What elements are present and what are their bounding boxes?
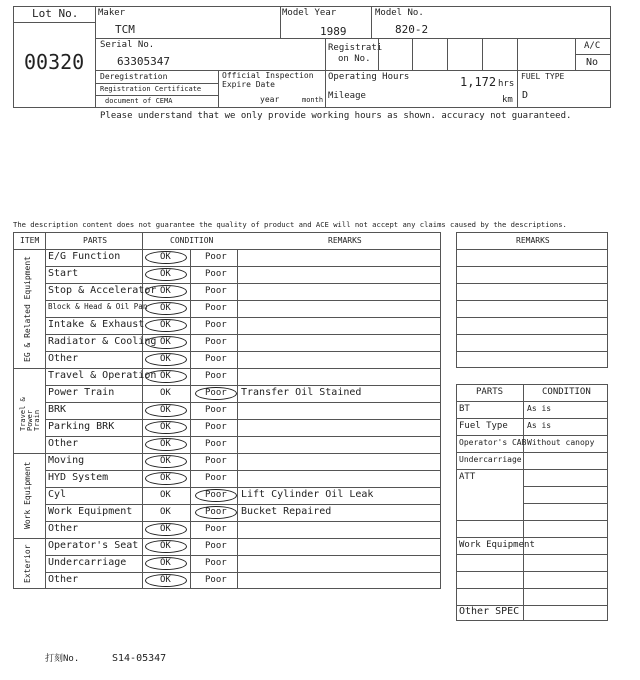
side-row-part: ATT [459, 472, 476, 482]
poor-option: Poor [205, 558, 227, 568]
registration-certificate-label: Registration Certificate [100, 85, 202, 93]
poor-option: Poor [205, 371, 227, 381]
row-part-name: Other [48, 523, 79, 534]
poor-option: Poor [205, 490, 227, 500]
side-parts-header: PARTS [476, 387, 504, 397]
remarks-header: REMARKS [328, 236, 362, 245]
ok-option: OK [160, 507, 171, 517]
poor-option: Poor [205, 354, 227, 364]
poor-option: Poor [205, 524, 227, 534]
ok-option: OK [160, 456, 171, 466]
ok-selected-circle [145, 251, 187, 264]
disclaimer-text: The description content does not guarantee the quality of product and ACE will not accept any claims caused by the descriptions. [13, 220, 567, 229]
ok-selected-circle [145, 574, 187, 587]
poor-selected-circle [195, 489, 237, 502]
poor-option: Poor [205, 456, 227, 466]
ok-selected-circle [145, 438, 187, 451]
ok-option: OK [160, 473, 171, 483]
side-row-part: Operator's CAB [459, 438, 527, 447]
ok-selected-circle [145, 540, 187, 553]
ok-selected-circle [145, 370, 187, 383]
side-other-spec-label: Other SPEC [459, 606, 520, 617]
operating-hours-label: Operating Hours [328, 72, 410, 82]
row-part-name: Power Train [48, 387, 115, 398]
side-condition-header: CONDITION [542, 387, 591, 397]
fuel-type-value: D [522, 90, 529, 101]
month-label: month [302, 96, 324, 104]
inspection-label-1: Official Inspection [222, 71, 314, 80]
poor-option: Poor [205, 575, 227, 585]
parts-header: PARTS [83, 236, 108, 245]
row-part-name: Radiator & Cooling [48, 336, 157, 347]
row-part-name: Start [48, 268, 79, 279]
poor-option: Poor [205, 337, 227, 347]
row-remark: Bucket Repaired [241, 506, 332, 517]
ok-selected-circle [145, 472, 187, 485]
ok-option: OK [160, 320, 171, 330]
side-work-equipment-label: Work Equipment [459, 540, 535, 550]
ok-selected-circle [145, 404, 187, 417]
side-row-part: Undercarriage [459, 455, 522, 464]
poor-option: Poor [205, 473, 227, 483]
mileage-label: Mileage [328, 91, 366, 101]
hrs-label: hrs [498, 79, 515, 89]
ok-selected-circle [145, 336, 187, 349]
ac-label: A/C [584, 41, 601, 51]
ok-option: OK [160, 337, 171, 347]
registration-label-1: Registrati [328, 43, 383, 53]
row-part-name: Intake & Exhaust [48, 319, 145, 330]
ok-selected-circle [145, 421, 187, 434]
ok-option: OK [160, 439, 171, 449]
poor-selected-circle [195, 387, 237, 400]
ok-option: OK [160, 405, 171, 415]
ok-selected-circle [145, 302, 187, 315]
poor-option: Poor [205, 388, 227, 398]
row-part-name: Work Equipment [48, 506, 133, 517]
poor-option: Poor [205, 320, 227, 330]
model-no-label: Model No. [375, 8, 424, 18]
row-part-name: Other [48, 438, 79, 449]
km-label: km [502, 95, 513, 105]
ok-option: OK [160, 524, 171, 534]
lot-label: Lot No. [32, 7, 79, 20]
ok-option: OK [160, 490, 171, 500]
ok-selected-circle [145, 319, 187, 332]
deregistration-label: Deregistration [100, 72, 168, 81]
maker-value: TCM [115, 23, 135, 36]
ok-selected-circle [145, 455, 187, 468]
ok-option: OK [160, 269, 171, 279]
inspection-label-2: Expire Date [222, 80, 275, 89]
row-remark: Lift Cylinder Oil Leak [241, 489, 374, 500]
ok-option: OK [160, 541, 171, 551]
ok-option: OK [160, 575, 171, 585]
group-label: EG & Related Equipment [23, 255, 32, 362]
cema-document-label: document of CEMA [105, 97, 173, 105]
ok-option: OK [160, 558, 171, 568]
side-row-condition: Without canopy [527, 438, 595, 447]
row-part-name: Stop & Accelerator [48, 285, 157, 296]
side-row-part: Fuel Type [459, 421, 508, 431]
poor-option: Poor [205, 252, 227, 262]
model-no-value: 820-2 [395, 23, 429, 36]
side-row-part: BT [459, 404, 470, 414]
ok-option: OK [160, 371, 171, 381]
ok-selected-circle [145, 353, 187, 366]
model-year-label: Model Year [282, 8, 337, 18]
row-part-name: Undercarriage [48, 557, 127, 568]
row-part-name: Block & Head & Oil Pan [48, 302, 148, 311]
maker-label: Maker [98, 8, 126, 18]
ok-option: OK [160, 303, 171, 313]
poor-option: Poor [205, 286, 227, 296]
side-row-condition: As is [527, 421, 552, 430]
row-part-name: Travel & Operation [48, 370, 157, 381]
row-part-name: Other [48, 574, 79, 585]
poor-option: Poor [205, 439, 227, 449]
hours-notice: Please understand that we only provide working hours as shown. accuracy not guaranteed. [100, 111, 572, 121]
row-part-name: BRK [48, 404, 67, 415]
side-row-condition: As is [527, 404, 552, 413]
row-part-name: Operator's Seat [48, 540, 139, 551]
ok-selected-circle [145, 268, 187, 281]
registration-label-2: on No. [338, 54, 371, 64]
row-part-name: Other [48, 353, 79, 364]
year-label: year [260, 95, 280, 104]
row-part-name: Parking BRK [48, 421, 115, 432]
row-part-name: HYD System [48, 472, 109, 483]
stamp-number-label: 打刻No. [45, 654, 80, 664]
lot-number: 00320 [24, 50, 85, 74]
poor-option: Poor [205, 303, 227, 313]
fuel-type-label: FUEL TYPE [521, 72, 565, 81]
poor-option: Poor [205, 269, 227, 279]
ok-option: OK [160, 252, 171, 262]
group-label: Travel & Power Train [19, 396, 41, 431]
model-year-value: 1989 [320, 25, 347, 38]
poor-selected-circle [195, 506, 237, 519]
ok-selected-circle [145, 523, 187, 536]
ac-value: No [586, 57, 599, 68]
ok-option: OK [160, 422, 171, 432]
poor-option: Poor [205, 541, 227, 551]
row-part-name: Moving [48, 455, 85, 466]
row-remark: Transfer Oil Stained [241, 387, 362, 398]
ok-option: OK [160, 286, 171, 296]
poor-option: Poor [205, 507, 227, 517]
ok-option: OK [160, 388, 171, 398]
poor-option: Poor [205, 405, 227, 415]
row-part-name: Cyl [48, 489, 67, 500]
operating-hours-value: 1,172 [460, 75, 497, 89]
group-label: Exterior [23, 544, 32, 583]
item-header: ITEM [20, 236, 40, 245]
ok-selected-circle [145, 557, 187, 570]
serial-label: Serial No. [100, 40, 155, 50]
ok-option: OK [160, 354, 171, 364]
stamp-number-value: S14-05347 [112, 653, 167, 664]
poor-option: Poor [205, 422, 227, 432]
ok-selected-circle [145, 285, 187, 298]
group-label: Work Equipment [23, 461, 32, 529]
condition-header: CONDITION [170, 236, 214, 245]
serial-value: 63305347 [117, 55, 170, 68]
right-remarks-header: REMARKS [516, 236, 550, 245]
row-part-name: E/G Function [48, 251, 121, 262]
